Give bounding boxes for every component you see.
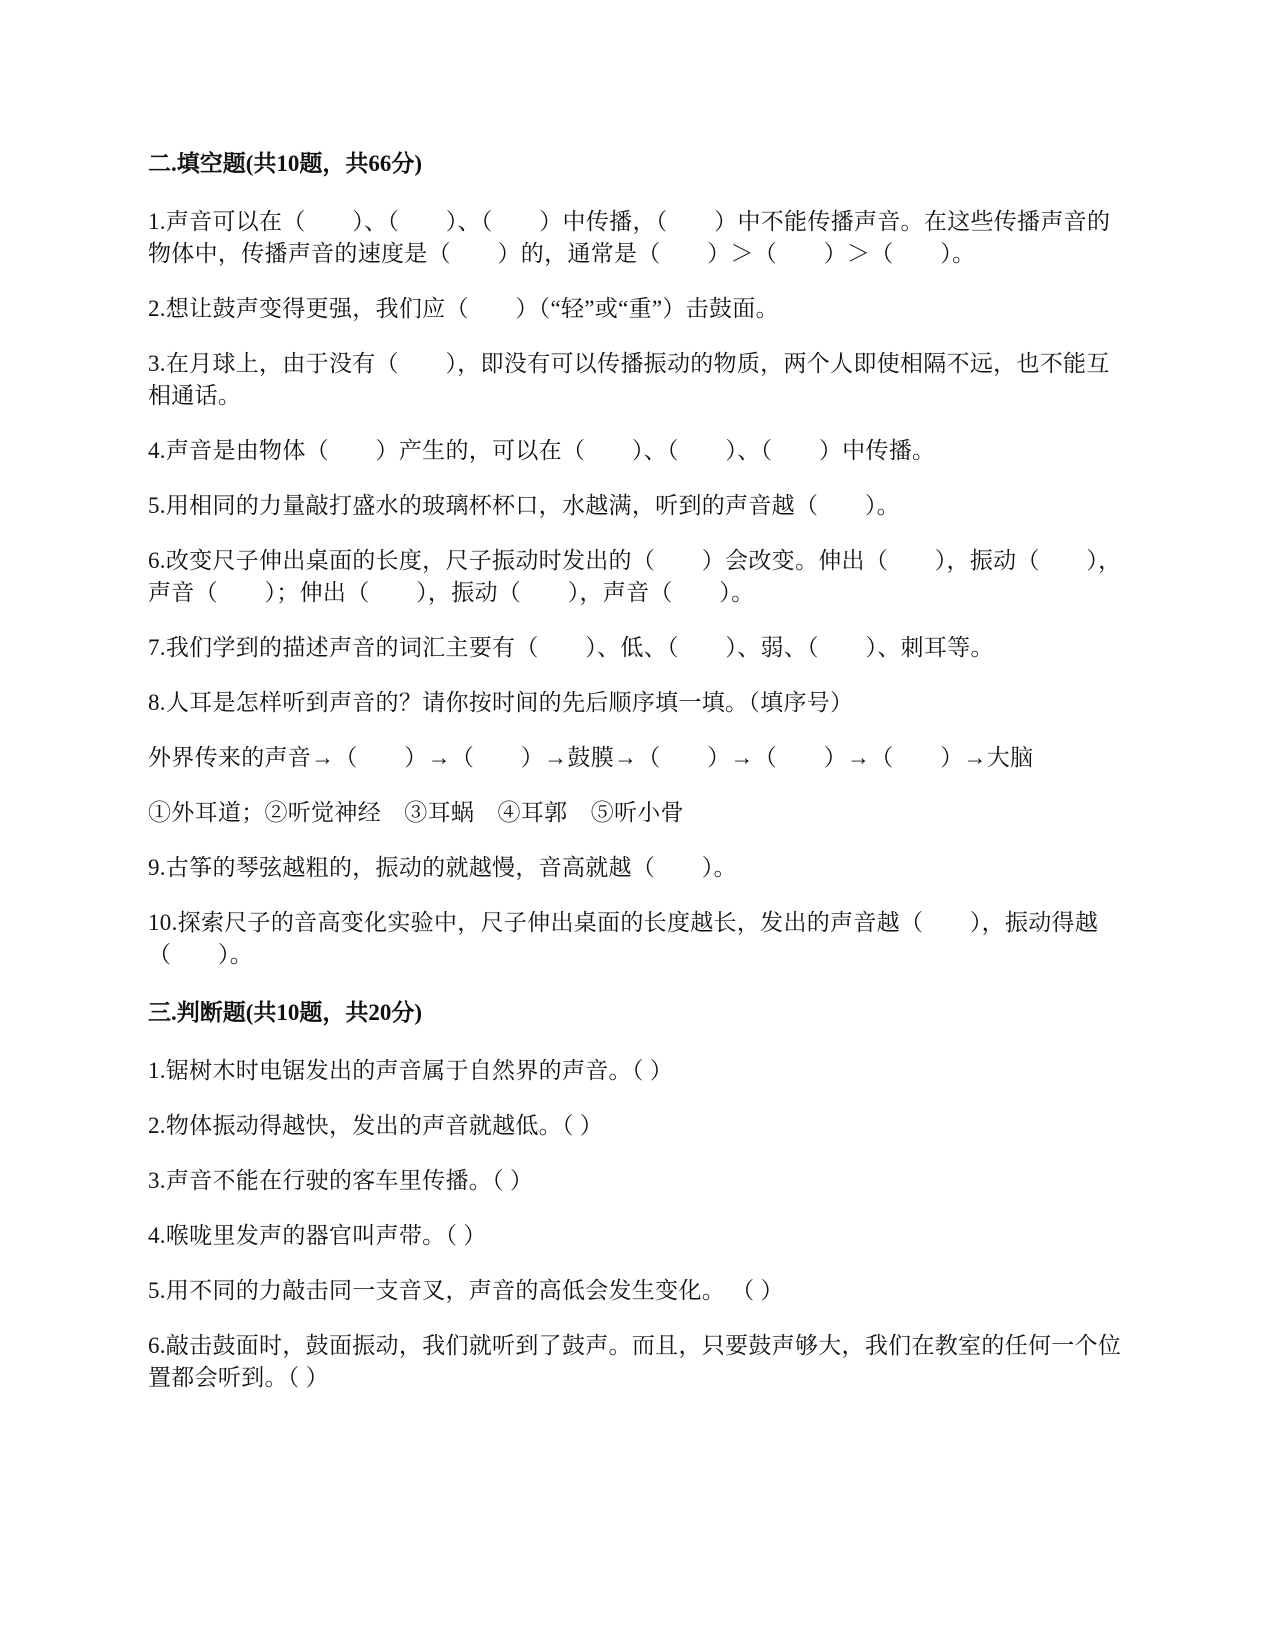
fill-question-4: 4.声音是由物体（ ）产生的，可以在（ ）、（ ）、（ ）中传播。 [148, 438, 936, 463]
judge-question-3: 3.声音不能在行驶的客车里传播。（ ） [148, 1168, 534, 1193]
fill-question-3: 3.在月球上，由于没有（ ），即没有可以传播振动的物质，两个人即使相隔不远，也不能互相通话。 [148, 351, 1110, 408]
fill-question-8-sequence: 外界传来的声音→（ ）→（ ）→鼓膜→（ ）→（ ）→（ ）→大脑 [148, 745, 1034, 770]
fill-question-10: 10.探索尺子的音高变化实验中，尺子伸出桌面的长度越长，发出的声音越（ ），振动得越（ ）。 [148, 910, 1099, 967]
fill-question-9: 9.古筝的琴弦越粗的，振动的就越慢，音高就越（ ）。 [148, 855, 737, 880]
fill-question-7: 7.我们学到的描述声音的词汇主要有（ ）、低、（ ）、弱、（ ）、刺耳等。 [148, 635, 994, 660]
section-title-fill-in: 二.填空题(共10题，共66分) [148, 151, 423, 176]
section-title-true-false: 三.判断题(共10题，共20分) [148, 1000, 423, 1025]
judge-question-6: 6.敲击鼓面时，鼓面振动，我们就听到了鼓声。而且，只要鼓声够大，我们在教室的任何一个位置都会听到。（ ） [148, 1333, 1122, 1390]
fill-question-8-options: ①外耳道；②听觉神经 ③耳蜗 ④耳郭 ⑤听小骨 [148, 800, 684, 825]
fill-question-8: 8.人耳是怎样听到声音的？请你按时间的先后顺序填一填。（填序号） [148, 690, 854, 715]
fill-question-6: 6.改变尺子伸出桌面的长度，尺子振动时发出的（ ）会改变。伸出（ ），振动（ ），声音（ ）；伸出（ ），振动（ ），声音（ ）。 [148, 548, 1122, 605]
exam-page [148, 148, 1123, 1394]
judge-question-4: 4.喉咙里发声的器官叫声带。（ ） [148, 1223, 487, 1248]
fill-question-1: 1.声音可以在（ ）、（ ）、（ ）中传播，（ ）中不能传播声音。在这些传播声音的物体中，传播声音的速度是（ ）的，通常是（ ）＞（ ）＞（ ）。 [148, 209, 1111, 266]
judge-question-1: 1.锯树木时电锯发出的声音属于自然界的声音。（ ） [148, 1058, 673, 1083]
fill-question-5: 5.用相同的力量敲打盛水的玻璃杯杯口，水越满，听到的声音越（ ）。 [148, 493, 900, 518]
fill-question-2: 2.想让鼓声变得更强，我们应（ ）（“轻”或“重”）击鼓面。 [148, 296, 779, 321]
judge-question-5: 5.用不同的力敲击同一支音叉，声音的高低会发生变化。 （ ） [148, 1278, 784, 1303]
judge-question-2: 2.物体振动得越快，发出的声音就越低。（ ） [148, 1113, 604, 1138]
